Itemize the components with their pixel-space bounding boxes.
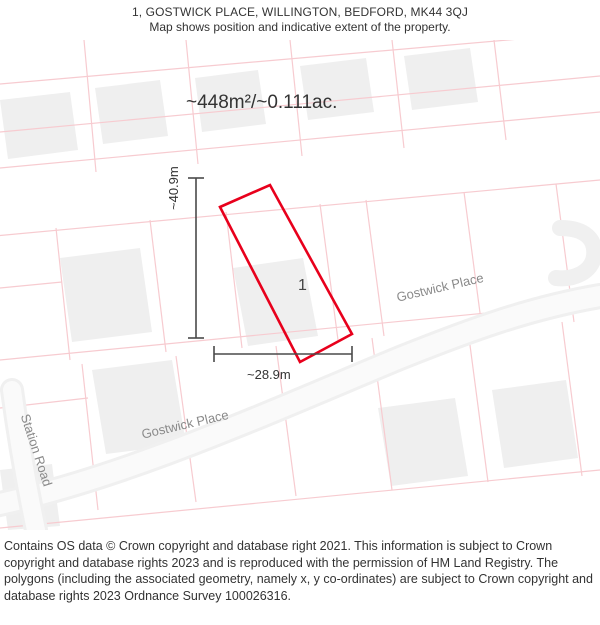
- page-title: 1, GOSTWICK PLACE, WILLINGTON, BEDFORD, MK44 3QJ: [132, 5, 468, 19]
- road-label-station-road: Station Road: [17, 412, 56, 489]
- dimension-horizontal-label: ~28.9m: [247, 367, 291, 382]
- road-label-gostwick-place-east: Gostwick Place: [395, 270, 485, 305]
- road-label-gostwick-place-west: Gostwick Place: [140, 407, 230, 442]
- dimension-vertical-marker: [188, 178, 204, 338]
- plot-number-label: 1: [298, 277, 307, 294]
- header: [0, 0, 600, 40]
- map-canvas[interactable]: [0, 40, 600, 530]
- dimension-horizontal-marker: [214, 346, 352, 362]
- dimension-vertical-label: ~40.9m: [166, 166, 181, 210]
- building-footprints: [0, 48, 578, 530]
- page-subtitle: Map shows position and indicative extent of the property.: [149, 20, 451, 34]
- copyright-notice: Contains OS data © Crown copyright and database right 2021. This information is subject to Crown copyright and database rights 2023 and is reproduced with the permission of HM Land Registry. The polygons (including the associated geometry, namely x, y co-ordinates) are subject to Crown copyright and database rights 2023 Ordnance Survey 100026316.: [4, 539, 593, 603]
- area-label: ~448m²/~0.111ac.: [186, 92, 338, 113]
- road-loop: [556, 228, 594, 278]
